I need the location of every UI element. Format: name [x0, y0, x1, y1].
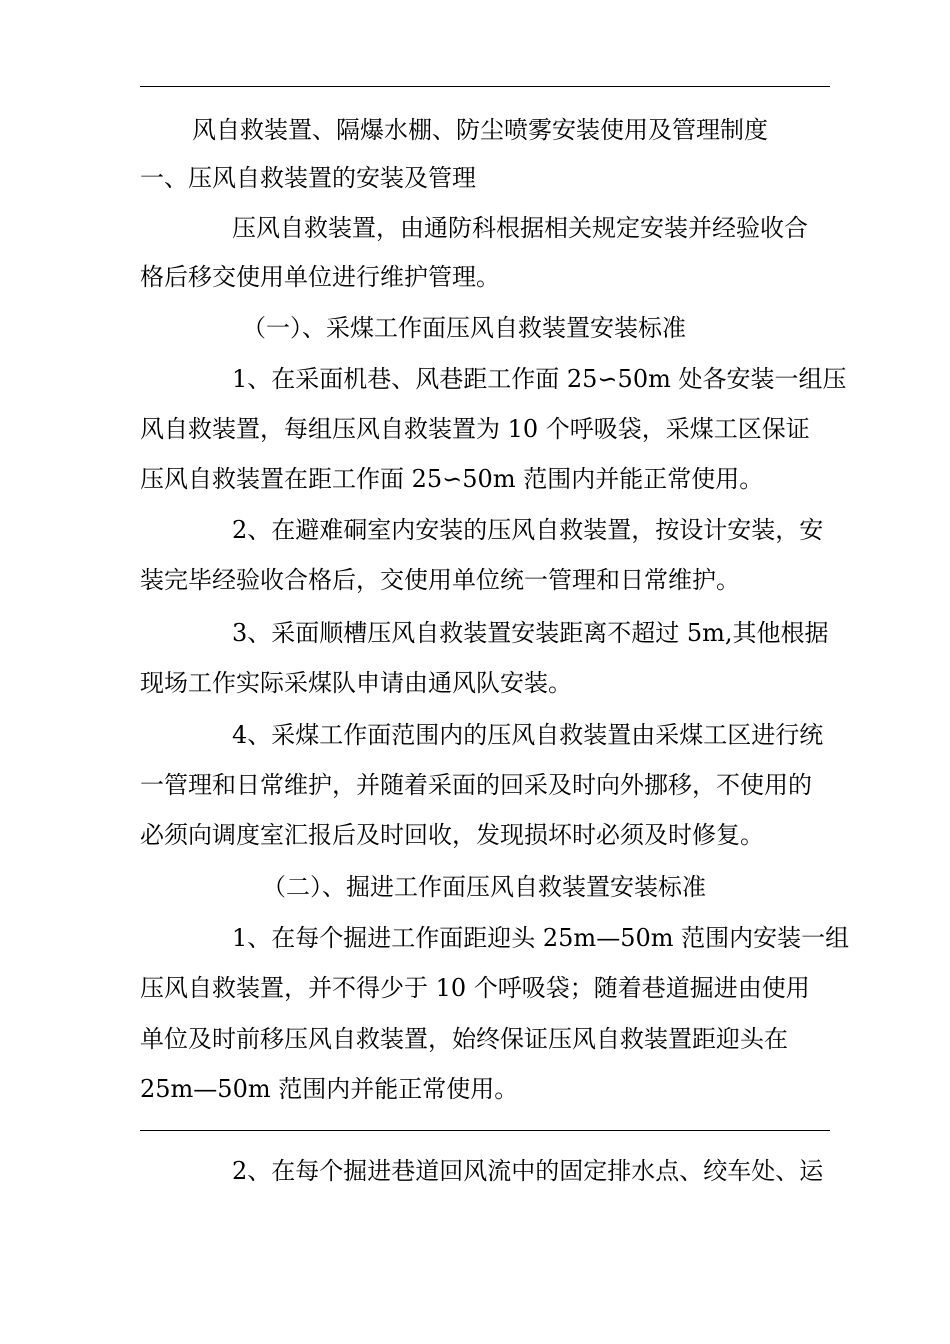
subsection-heading: （一）、采煤工作面压风自救装置安装标准 [242, 314, 686, 342]
paragraph-line: 3、采面顺槽压风自救装置安装距离不超过 5m,其他根据 [232, 619, 829, 647]
paragraph-line: 1、在每个掘进工作面距迎头 25m—50m 范围内安装一组 [232, 924, 850, 952]
paragraph-line: 压风自救装置在距工作面 25∽50m 范围内并能正常使用。 [140, 465, 764, 493]
page-break-rule [140, 1130, 830, 1131]
next-page-line: 2、在每个掘进巷道回风流中的固定排水点、绞车处、运 [232, 1157, 824, 1185]
paragraph-line: 装完毕经验收合格后，交使用单位统一管理和日常维护。 [140, 566, 740, 594]
section-heading: 一、压风自救装置的安装及管理 [140, 164, 476, 192]
document-title: 风自救装置、隔爆水棚、防尘喷雾安装使用及管理制度 [192, 116, 768, 144]
paragraph-line: 一管理和日常维护，并随着采面的回采及时向外挪移，不使用的 [140, 771, 812, 799]
paragraph-line: 压风自救装置，并不得少于 10 个呼吸袋；随着巷道掘进由使用 [140, 974, 810, 1002]
paragraph-line: 单位及时前移压风自救装置，始终保证压风自救装置距迎头在 [140, 1025, 788, 1053]
paragraph-line: 风自救装置，每组压风自救装置为 10 个呼吸袋，采煤工区保证 [140, 415, 810, 443]
paragraph-line: 4、采煤工作面范围内的压风自救装置由采煤工区进行统 [232, 721, 824, 749]
header-rule [140, 86, 830, 87]
paragraph-line: 25m—50m 范围内并能正常使用。 [140, 1075, 519, 1103]
paragraph-line: 2、在避难硐室内安装的压风自救装置，按设计安装，安 [232, 516, 824, 544]
subsection-heading: （二）、掘进工作面压风自救装置安装标准 [262, 873, 706, 901]
paragraph-line: 格后移交使用单位进行维护管理。 [140, 263, 500, 291]
paragraph-line: 现场工作实际采煤队申请由通风队安装。 [140, 669, 572, 697]
paragraph-line: 1、在采面机巷、风巷距工作面 25∽50m 处各安装一组压 [232, 365, 847, 393]
paragraph-line: 压风自救装置，由通防科根据相关规定安装并经验收合 [232, 214, 808, 242]
paragraph-line: 必须向调度室汇报后及时回收，发现损坏时必须及时修复。 [140, 821, 764, 849]
